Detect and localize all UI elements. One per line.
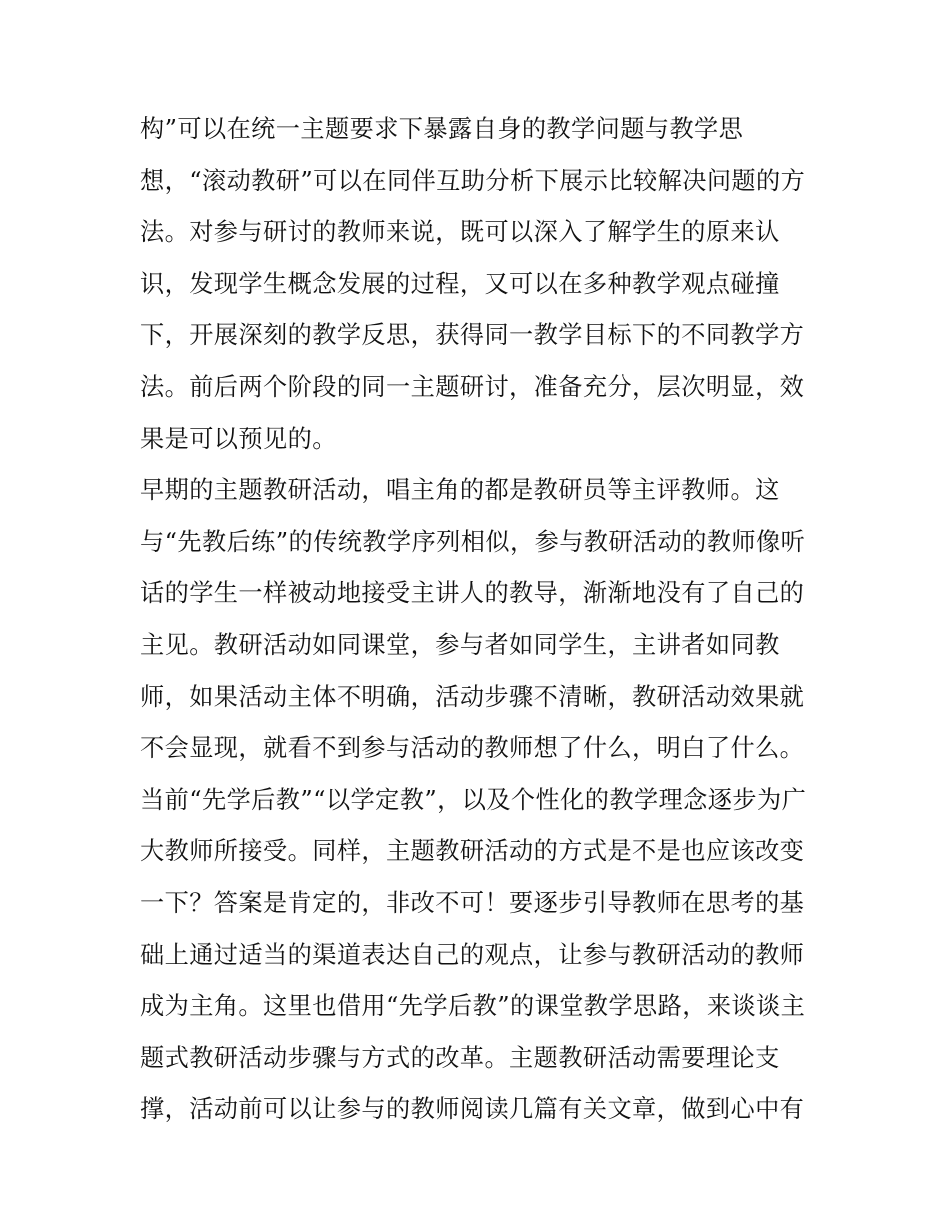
text-line: 法。前后两个阶段的同一主题研讨，准备充分，层次明显，效 bbox=[140, 372, 805, 401]
text-line: 法。对参与研讨的教师来说，既可以深入了解学生的原来认 bbox=[140, 218, 780, 247]
body-text bbox=[140, 104, 820, 1136]
text-line: 果是可以预见的。 bbox=[140, 424, 337, 453]
text-line: 下，开展深刻的教学反思，获得同一教学目标下的不同教学方 bbox=[140, 321, 805, 350]
text-line: 构”可以在统一主题要求下暴露自身的教学问题与教学思 bbox=[140, 115, 744, 143]
text-line: 一下？答案是肯定的，非改不可！要逐步引导教师在思考的基 bbox=[140, 888, 805, 917]
text-line: 撑，活动前可以让参与的教师阅读几篇有关文章，做到心中有 bbox=[140, 1095, 805, 1124]
text-line: 早期的主题教研活动，唱主角的都是教研员等主评教师。这 bbox=[140, 476, 780, 505]
text-line: 主见。教研活动如同课堂，参与者如同学生，主讲者如同教 bbox=[140, 630, 780, 659]
text-line: 与“先教后练”的传统教学序列相似，参与教研活动的教师像听 bbox=[140, 527, 806, 556]
text-line: 大教师所接受。同样，主题教研活动的方式是不是也应该改变 bbox=[140, 837, 805, 866]
text-line: 题式教研活动步骤与方式的改革。主题教研活动需要理论支 bbox=[140, 1043, 780, 1072]
text-line: 想，“滚动教研”可以在同伴互助分析下展示比较解决问题的方 bbox=[140, 166, 806, 195]
text-line: 话的学生一样被动地接受主讲人的教导，渐渐地没有了自己的 bbox=[140, 579, 805, 608]
text-line: 不会显现，就看不到参与活动的教师想了什么，明白了什么。 bbox=[140, 734, 805, 763]
text-line: 当前“先学后教”“以学定教”，以及个性化的教学理念逐步为广 bbox=[140, 785, 807, 814]
text-line: 识，发现学生概念发展的过程，又可以在多种教学观点碰撞 bbox=[140, 269, 780, 298]
text-line: 师，如果活动主体不明确，活动步骤不清晰，教研活动效果就 bbox=[140, 682, 805, 711]
text-line: 础上通过适当的渠道表达自己的观点，让参与教研活动的教师 bbox=[140, 940, 805, 969]
text-line: 成为主角。这里也借用“先学后教”的课堂教学思路，来谈谈主 bbox=[140, 992, 806, 1021]
